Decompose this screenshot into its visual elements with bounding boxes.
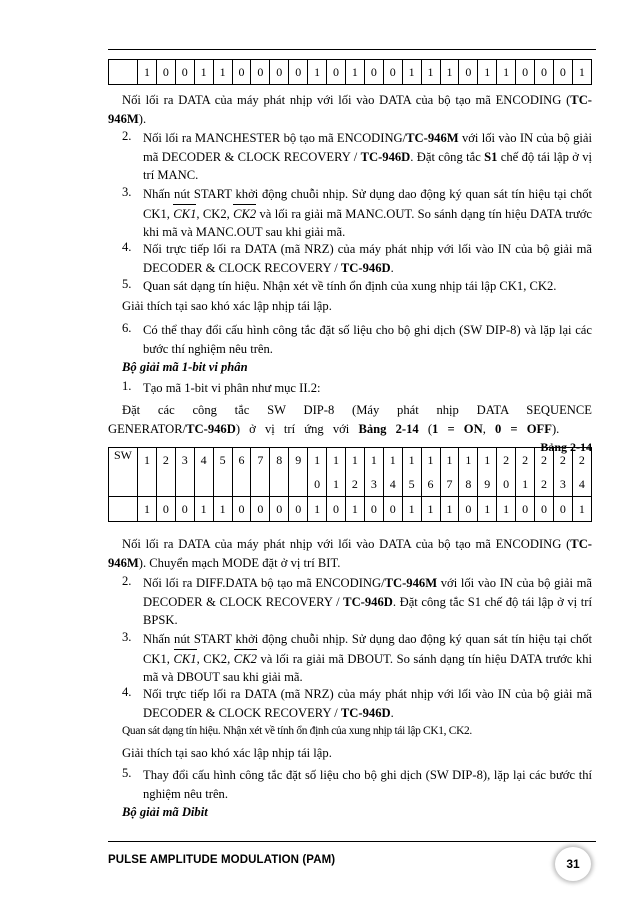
table-cell: 1 bbox=[402, 448, 421, 473]
table-cell: 7 bbox=[440, 472, 459, 497]
table-cell: 0 bbox=[516, 497, 535, 522]
text: . Đặt công tắc bbox=[410, 149, 485, 164]
text: và lối ra giải mã MANC.OUT. So sánh dạng tín hiệu DATA trước khi mã và MANC.OUT sau khi giải mã. bbox=[143, 206, 593, 239]
list-item-6 bbox=[143, 321, 592, 358]
text-bold: TC-946M bbox=[108, 537, 592, 570]
sw-label-cell: SW bbox=[109, 448, 138, 473]
table-cell: 1 bbox=[327, 448, 346, 473]
table-cell: 0 bbox=[289, 60, 308, 85]
table-cell bbox=[109, 472, 138, 497]
list-number: 5. bbox=[122, 766, 132, 780]
table-cell: 1 bbox=[138, 497, 157, 522]
table-cell: 5 bbox=[213, 448, 232, 473]
text-bold: TC-946D bbox=[186, 421, 236, 436]
text-bold: TC-946D bbox=[340, 705, 391, 720]
table-cell: 0 bbox=[270, 497, 289, 522]
table-cell: 0 bbox=[289, 497, 308, 522]
table-cell bbox=[251, 472, 270, 497]
table-row bbox=[109, 472, 592, 497]
ck2-inverted-label: CK2 bbox=[234, 649, 257, 669]
table-cell: 2 bbox=[553, 448, 572, 473]
table-cell: 1 bbox=[364, 448, 383, 473]
table-cell: 4 bbox=[572, 472, 591, 497]
text: Đặt các công tắc SW DIP-8 (Máy phát nhịp DATA SEQUENCE GENERATOR/ bbox=[108, 403, 592, 436]
top-rule bbox=[108, 49, 596, 50]
table-cell: 1 bbox=[308, 497, 327, 522]
text: Nối lối ra DATA của máy phát nhịp với lối vào DATA của bộ tạo mã ENCODING ( bbox=[122, 537, 571, 551]
table-cell: 0 bbox=[364, 60, 383, 85]
table-cell: 2 bbox=[516, 448, 535, 473]
text-bold: TC-946M bbox=[406, 131, 459, 145]
table-cell: 1 bbox=[497, 60, 516, 85]
table-cell: 5 bbox=[402, 472, 421, 497]
text-bold: TC-946D bbox=[360, 149, 411, 164]
table-cell: 2 bbox=[497, 448, 516, 473]
text: chế độ tái lập ở vị trí MANC. bbox=[143, 149, 592, 182]
table-cell: 8 bbox=[459, 472, 478, 497]
list-number: 3. bbox=[122, 630, 132, 644]
list-number: 3. bbox=[122, 185, 132, 199]
bit-sequence-table-top bbox=[108, 59, 592, 85]
table-cell: 0 bbox=[459, 497, 478, 522]
table-cell: 3 bbox=[364, 472, 383, 497]
text-bold: TC-946M bbox=[384, 576, 438, 590]
table-cell: 1 bbox=[440, 497, 459, 522]
text: . Đặt công tắc S1 chế độ tái lập ở vị trí BPSK. bbox=[143, 594, 592, 627]
table-cell: 1 bbox=[572, 497, 591, 522]
table-cell: 0 bbox=[156, 60, 175, 85]
table-cell: 1 bbox=[478, 448, 497, 473]
text: ) ở vị trí ứng với bbox=[235, 421, 359, 436]
text: ). Chuyển mạch MODE đặt ở vị trí BIT. bbox=[138, 555, 341, 570]
table-cell: 9 bbox=[478, 472, 497, 497]
list-number: 6. bbox=[122, 321, 132, 335]
table-cell: 1 bbox=[138, 60, 157, 85]
table-cell: 1 bbox=[308, 60, 327, 85]
text: , CK2, bbox=[196, 651, 234, 666]
table-cell: 1 bbox=[497, 497, 516, 522]
table-cell: 0 bbox=[327, 60, 346, 85]
table-cell: 0 bbox=[175, 60, 194, 85]
ck2-inverted-label: CK2 bbox=[233, 204, 256, 224]
table-cell: 0 bbox=[327, 497, 346, 522]
diff-list-item-1: Tạo mã 1-bit vi phân như mục II.2: bbox=[143, 381, 321, 395]
table-cell: 2 bbox=[156, 448, 175, 473]
text: Có thể thay đổi cấu hình công tắc đặt số liệu cho bộ ghi dịch (SW DIP-8) và lặp lại các bước thí nghiệm nêu trên. bbox=[143, 323, 592, 356]
table-cell: 1 bbox=[459, 448, 478, 473]
paragraph-connect-1 bbox=[108, 91, 592, 128]
text: Thay đổi cấu hình công tắc đặt số liệu cho bộ ghi dịch (SW DIP-8), lặp lại các bước thí nghiệm nêu trên. bbox=[143, 768, 592, 801]
list-number: 2. bbox=[122, 574, 132, 588]
table-cell bbox=[138, 472, 157, 497]
heading-dibit-decoder: Bộ giải mã Dibit bbox=[122, 805, 208, 819]
table-cell: 2 bbox=[535, 472, 554, 497]
table-cell: 0 bbox=[497, 472, 516, 497]
text: với lối vào IN của bộ giải mã DECODER & CLOCK RECOVERY / bbox=[143, 576, 593, 609]
footer-rule bbox=[108, 841, 596, 842]
text: Nối lối ra MANCHESTER bộ tạo mã ENCODING/ bbox=[143, 131, 407, 145]
table-cell: 1 bbox=[308, 448, 327, 473]
diff-list-item-4 bbox=[143, 685, 592, 722]
table-cell: 2 bbox=[572, 448, 591, 473]
table-cell: 3 bbox=[553, 472, 572, 497]
diff-list-item-2 bbox=[143, 574, 592, 630]
list-number: 5. bbox=[122, 277, 132, 291]
table-cell: 0 bbox=[535, 60, 554, 85]
table-cell: 1 bbox=[138, 448, 157, 473]
explain-line-2: Giải thích tại sao khó xác lập nhịp tái lập. bbox=[122, 746, 332, 760]
table-cell: 1 bbox=[478, 497, 497, 522]
text: Nhấn nút START khởi động chuỗi nhịp. Sử dụng dao động ký quan sát tín hiệu tại chốt CK1, bbox=[143, 187, 592, 221]
list-number: 4. bbox=[122, 685, 132, 699]
explain-line-1: Giải thích tại sao khó xác lập nhịp tái lập. bbox=[122, 299, 332, 313]
list-item-4 bbox=[143, 240, 592, 277]
table-cell: 9 bbox=[289, 448, 308, 473]
table-row bbox=[109, 448, 592, 473]
table-cell: 4 bbox=[383, 472, 402, 497]
table-cell: 1 bbox=[327, 472, 346, 497]
text-bold: S1 bbox=[484, 149, 498, 164]
table-cell: 0 bbox=[553, 497, 572, 522]
table-cell: 3 bbox=[175, 448, 194, 473]
table-cell: 1 bbox=[572, 60, 591, 85]
page-number-badge: 31 bbox=[555, 847, 591, 881]
table-cell bbox=[289, 472, 308, 497]
list-number: 2. bbox=[122, 129, 132, 143]
table-cell bbox=[156, 472, 175, 497]
text: . bbox=[390, 260, 394, 275]
table-cell: 0 bbox=[156, 497, 175, 522]
table-cell: 1 bbox=[194, 60, 213, 85]
text: Quan sát dạng tín hiệu. Nhận xét về tính ổn định của xung nhịp tái lập CK1, CK2. bbox=[143, 279, 557, 293]
table-cell: 2 bbox=[345, 472, 364, 497]
table-cell: 2 bbox=[535, 448, 554, 473]
text: , bbox=[482, 421, 495, 436]
text-bold: 1 = ON bbox=[432, 421, 483, 436]
table-cell bbox=[194, 472, 213, 497]
list-number: 1. bbox=[122, 379, 132, 393]
table-cell: 0 bbox=[459, 60, 478, 85]
list-item-5 bbox=[143, 277, 592, 296]
table-row bbox=[109, 497, 592, 522]
text-bold: TC-946M bbox=[108, 93, 592, 126]
table-cell: 1 bbox=[440, 60, 459, 85]
observe-line-2: Quan sát dạng tín hiệu. Nhận xét về tính ổn định của xung nhịp tái lập CK1, CK2. bbox=[122, 725, 472, 737]
table-cell bbox=[175, 472, 194, 497]
table-cell: 0 bbox=[516, 60, 535, 85]
paragraph-set-switches bbox=[108, 401, 592, 438]
table-cell: 0 bbox=[251, 60, 270, 85]
table-cell: 6 bbox=[232, 448, 251, 473]
ck1-inverted-label: CK1 bbox=[174, 649, 197, 669]
text-bold: TC-946D bbox=[343, 594, 393, 609]
table-cell bbox=[213, 472, 232, 497]
text: và lối ra giải mã DBOUT. So sánh dạng tín hiệu DATA trước khi mã và DBOUT sau khi giải mã. bbox=[143, 651, 592, 684]
table-cell: 0 bbox=[308, 472, 327, 497]
table-cell: 1 bbox=[421, 497, 440, 522]
table-cell: 0 bbox=[251, 497, 270, 522]
table-cell bbox=[232, 472, 251, 497]
table-cell: 6 bbox=[421, 472, 440, 497]
table-cell: 1 bbox=[402, 60, 421, 85]
table-cell: 1 bbox=[402, 497, 421, 522]
table-cell: 0 bbox=[270, 60, 289, 85]
footer-title: PULSE AMPLITUDE MODULATION (PAM) bbox=[108, 854, 336, 866]
text: Nối lối ra DIFF.DATA bộ tạo mã ENCODING/ bbox=[143, 576, 385, 590]
table-cell: 1 bbox=[440, 448, 459, 473]
ck1-inverted-label: CK1 bbox=[173, 204, 196, 224]
list-number: 4. bbox=[122, 240, 132, 254]
table-cell: 1 bbox=[421, 60, 440, 85]
text: Nhấn nút START khởi động chuỗi nhịp. Sử dụng dao động ký quan sát tín hiệu tại chốt CK1, bbox=[143, 632, 592, 666]
table-row bbox=[109, 60, 592, 85]
list-item-2 bbox=[143, 129, 592, 185]
table-cell: 1 bbox=[194, 497, 213, 522]
text: Nối lối ra DATA của máy phát nhịp với lối vào DATA của bộ tạo mã ENCODING ( bbox=[122, 93, 571, 107]
table-cell: 8 bbox=[270, 448, 289, 473]
table-cell: 0 bbox=[383, 60, 402, 85]
bit-sequence-table-2-14 bbox=[108, 447, 592, 522]
table-cell: 0 bbox=[553, 60, 572, 85]
table-cell: 0 bbox=[232, 497, 251, 522]
text: ( bbox=[418, 421, 433, 436]
table-cell bbox=[270, 472, 289, 497]
table-cell: 0 bbox=[535, 497, 554, 522]
table-cell: 0 bbox=[175, 497, 194, 522]
table-cell: 1 bbox=[478, 60, 497, 85]
heading-differential-decoder: Bộ giải mã 1-bit vi phân bbox=[122, 360, 248, 374]
table-cell bbox=[109, 60, 138, 85]
table-cell: 7 bbox=[251, 448, 270, 473]
paragraph-connect-2 bbox=[108, 535, 592, 572]
text: ). bbox=[551, 421, 560, 436]
diff-list-item-5 bbox=[143, 766, 592, 803]
text: . bbox=[390, 705, 394, 720]
text: ). bbox=[138, 111, 147, 126]
table-cell: 1 bbox=[345, 497, 364, 522]
text-bold: 0 = OFF bbox=[494, 421, 552, 436]
text: Nối trực tiếp lối ra DATA (mã NRZ) của máy phát nhịp với lối vào IN của bộ giải mã DECODER & CLOCK RECOVERY / bbox=[143, 687, 592, 720]
list-item-3 bbox=[143, 185, 592, 242]
text-bold: TC-946D bbox=[340, 260, 391, 275]
table-cell: 1 bbox=[421, 448, 440, 473]
table-cell: 0 bbox=[232, 60, 251, 85]
table-cell: 1 bbox=[345, 448, 364, 473]
text-bold: Bảng 2-14 bbox=[358, 421, 419, 436]
table-cell: 1 bbox=[516, 472, 535, 497]
table-cell: 0 bbox=[383, 497, 402, 522]
table-cell bbox=[109, 497, 138, 522]
diff-list-item-3 bbox=[143, 630, 592, 687]
text: với lối vào IN của bộ giải mã DECODER & CLOCK RECOVERY / bbox=[143, 131, 592, 164]
table-cell: 1 bbox=[213, 497, 232, 522]
text: Nối trực tiếp lối ra DATA (mã NRZ) của máy phát nhịp với lối vào IN của bộ giải mã DECODER & CLOCK RECOVERY / bbox=[143, 242, 592, 275]
text: , CK2, bbox=[196, 206, 234, 221]
table-cell: 4 bbox=[194, 448, 213, 473]
table-cell: 1 bbox=[345, 60, 364, 85]
table-caption: Bảng 2-14 bbox=[540, 440, 592, 454]
table-cell: 0 bbox=[364, 497, 383, 522]
table-cell: 1 bbox=[383, 448, 402, 473]
table-cell: 1 bbox=[213, 60, 232, 85]
